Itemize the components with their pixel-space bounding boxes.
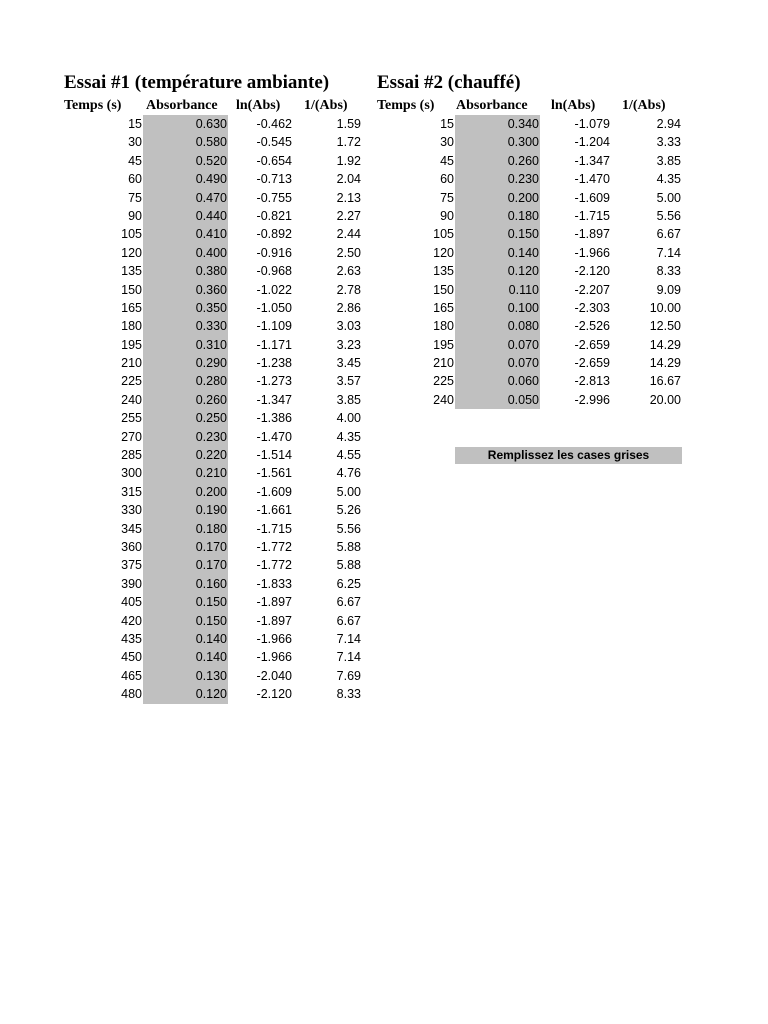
absorbance-cell[interactable]: 0.300: [507, 135, 539, 150]
ln-abs-cell: -2.303: [574, 300, 610, 315]
absorbance-cell[interactable]: 0.310: [195, 337, 227, 352]
absorbance-cell[interactable]: 0.150: [195, 613, 227, 628]
inverse-abs-cell: 7.14: [336, 631, 361, 646]
absorbance-cell[interactable]: 0.410: [195, 227, 227, 242]
inverse-abs-cell: 2.63: [336, 264, 361, 279]
absorbance-cell[interactable]: 0.220: [195, 448, 227, 463]
inverse-abs-cell: 6.67: [656, 227, 681, 242]
ln-abs-cell: -0.755: [256, 190, 292, 205]
absorbance-cell[interactable]: 0.070: [507, 356, 539, 371]
time-cell: 210: [121, 356, 142, 371]
ln-abs-cell: -1.772: [256, 539, 292, 554]
inverse-abs-cell: 5.88: [336, 539, 361, 554]
inverse-abs-cell: 16.67: [649, 374, 681, 389]
ln-abs-cell: -1.273: [256, 374, 292, 389]
inverse-abs-cell: 2.13: [336, 190, 361, 205]
ln-abs-cell: -2.996: [574, 392, 610, 407]
time-cell: 165: [121, 300, 142, 315]
absorbance-cell[interactable]: 0.440: [195, 208, 227, 223]
trial-2-header-absorbance: Absorbance: [456, 98, 528, 113]
inverse-abs-cell: 1.72: [336, 135, 361, 150]
inverse-abs-cell: 10.00: [649, 300, 681, 315]
trial-1-header-inverse: 1/(Abs): [304, 98, 348, 113]
inverse-abs-cell: 3.23: [336, 337, 361, 352]
absorbance-cell[interactable]: 0.380: [195, 264, 227, 279]
time-cell: 405: [121, 595, 142, 610]
absorbance-cell[interactable]: 0.580: [195, 135, 227, 150]
time-cell: 225: [433, 374, 454, 389]
trial-2-title: Essai #2 (chauffé): [377, 72, 521, 93]
inverse-abs-cell: 3.33: [656, 135, 681, 150]
inverse-abs-cell: 4.55: [336, 448, 361, 463]
inverse-abs-cell: 5.88: [336, 558, 361, 573]
inverse-abs-cell: 5.26: [336, 503, 361, 518]
inverse-abs-cell: 7.69: [336, 668, 361, 683]
inverse-abs-cell: 4.35: [656, 172, 681, 187]
ln-abs-cell: -2.813: [574, 374, 610, 389]
time-cell: 150: [121, 282, 142, 297]
time-cell: 480: [121, 687, 142, 702]
ln-abs-cell: -0.713: [256, 172, 292, 187]
absorbance-cell[interactable]: 0.200: [507, 190, 539, 205]
ln-abs-cell: -0.462: [256, 117, 292, 131]
inverse-abs-cell: 2.44: [336, 227, 361, 242]
time-cell: 105: [121, 227, 142, 242]
inverse-abs-cell: 20.00: [649, 392, 681, 407]
ln-abs-cell: -2.207: [574, 282, 610, 297]
absorbance-cell[interactable]: 0.360: [195, 282, 227, 297]
time-cell: 225: [121, 374, 142, 389]
absorbance-cell[interactable]: 0.520: [195, 153, 227, 168]
time-cell: 270: [121, 429, 142, 444]
absorbance-cell[interactable]: 0.340: [507, 117, 539, 131]
absorbance-cell[interactable]: 0.160: [195, 576, 227, 591]
time-cell: 60: [128, 172, 142, 187]
absorbance-cell[interactable]: 0.150: [507, 227, 539, 242]
inverse-abs-cell: 4.76: [336, 466, 361, 481]
ln-abs-cell: -2.120: [574, 264, 610, 279]
time-cell: 390: [121, 576, 142, 591]
inverse-abs-cell: 7.14: [656, 245, 681, 260]
inverse-abs-cell: 3.85: [656, 153, 681, 168]
time-cell: 30: [128, 135, 142, 150]
absorbance-cell[interactable]: 0.330: [195, 319, 227, 334]
absorbance-cell[interactable]: 0.250: [195, 411, 227, 426]
trial-1-header-time: Temps (s): [64, 98, 122, 113]
ln-abs-cell: -2.659: [574, 356, 610, 371]
time-cell: 360: [121, 539, 142, 554]
inverse-abs-cell: 3.57: [336, 374, 361, 389]
time-cell: 135: [433, 264, 454, 279]
inverse-abs-cell: 4.00: [336, 411, 361, 426]
ln-abs-cell: -2.120: [256, 687, 292, 702]
ln-abs-cell: -1.470: [256, 429, 292, 444]
absorbance-cell[interactable]: 0.070: [507, 337, 539, 352]
time-cell: 75: [128, 190, 142, 205]
inverse-abs-cell: 2.50: [336, 245, 361, 260]
absorbance-cell[interactable]: 0.080: [507, 319, 539, 334]
ln-abs-cell: -2.526: [574, 319, 610, 334]
time-cell: 210: [433, 356, 454, 371]
time-cell: 285: [121, 448, 142, 463]
ln-abs-cell: -1.050: [256, 300, 292, 315]
absorbance-cell[interactable]: 0.120: [195, 687, 227, 702]
ln-abs-cell: -1.897: [574, 227, 610, 242]
inverse-abs-cell: 14.29: [649, 356, 681, 371]
absorbance-cell[interactable]: 0.100: [507, 300, 539, 315]
ln-abs-cell: -1.386: [256, 411, 292, 426]
trial-1-title: Essai #1 (température ambiante): [64, 72, 330, 93]
time-cell: 315: [121, 484, 142, 499]
inverse-abs-cell: 2.27: [336, 208, 361, 223]
trial-1-header-absorbance: Absorbance: [146, 98, 218, 113]
time-cell: 75: [440, 190, 454, 205]
trial-1-header-ln: ln(Abs): [236, 98, 281, 113]
absorbance-cell[interactable]: 0.180: [507, 208, 539, 223]
ln-abs-cell: -1.347: [256, 392, 292, 407]
time-cell: 180: [433, 319, 454, 334]
absorbance-cell[interactable]: 0.140: [195, 631, 227, 646]
time-cell: 45: [440, 153, 454, 168]
ln-abs-cell: -1.609: [574, 190, 610, 205]
inverse-abs-cell: 2.86: [336, 300, 361, 315]
absorbance-cell[interactable]: 0.630: [195, 117, 227, 131]
inverse-abs-cell: 5.00: [336, 484, 361, 499]
time-cell: 420: [121, 613, 142, 628]
absorbance-cell[interactable]: 0.060: [507, 374, 539, 389]
absorbance-cell[interactable]: 0.130: [195, 668, 227, 683]
time-cell: 435: [121, 631, 142, 646]
absorbance-cell[interactable]: 0.170: [195, 558, 227, 573]
time-cell: 255: [121, 411, 142, 426]
time-cell: 15: [440, 117, 454, 131]
absorbance-cell[interactable]: 0.260: [507, 153, 539, 168]
ln-abs-cell: -1.109: [256, 319, 292, 334]
absorbance-cell[interactable]: 0.150: [195, 595, 227, 610]
ln-abs-cell: -1.897: [256, 613, 292, 628]
inverse-abs-cell: 3.03: [336, 319, 361, 334]
absorbance-cell[interactable]: 0.400: [195, 245, 227, 260]
ln-abs-cell: -1.514: [256, 448, 292, 463]
time-cell: 105: [433, 227, 454, 242]
time-cell: 345: [121, 521, 142, 536]
time-cell: 90: [128, 208, 142, 223]
time-cell: 135: [121, 264, 142, 279]
inverse-abs-cell: 3.85: [336, 392, 361, 407]
ln-abs-cell: -1.833: [256, 576, 292, 591]
ln-abs-cell: -1.772: [256, 558, 292, 573]
ln-abs-cell: -1.966: [574, 245, 610, 260]
time-cell: 45: [128, 153, 142, 168]
ln-abs-cell: -1.966: [256, 631, 292, 646]
ln-abs-cell: -0.545: [256, 135, 292, 150]
inverse-abs-cell: 3.45: [336, 356, 361, 371]
time-cell: 240: [121, 392, 142, 407]
inverse-abs-cell: 7.14: [336, 650, 361, 665]
ln-abs-cell: -1.661: [256, 503, 292, 518]
inverse-abs-cell: 9.09: [656, 282, 681, 297]
ln-abs-cell: -1.022: [256, 282, 292, 297]
time-cell: 120: [433, 245, 454, 260]
inverse-abs-cell: 6.25: [336, 576, 361, 591]
time-cell: 180: [121, 319, 142, 334]
ln-abs-cell: -0.916: [256, 245, 292, 260]
absorbance-cell[interactable]: 0.190: [195, 503, 227, 518]
time-cell: 300: [121, 466, 142, 481]
inverse-abs-cell: 14.29: [649, 337, 681, 352]
time-cell: 60: [440, 172, 454, 187]
time-cell: 165: [433, 300, 454, 315]
ln-abs-cell: -0.968: [256, 264, 292, 279]
trial-2-header-inverse: 1/(Abs): [622, 98, 666, 113]
ln-abs-cell: -1.238: [256, 356, 292, 371]
ln-abs-cell: -1.347: [574, 153, 610, 168]
inverse-abs-cell: 2.78: [336, 282, 361, 297]
absorbance-cell[interactable]: 0.350: [195, 300, 227, 315]
ln-abs-cell: -1.204: [574, 135, 610, 150]
time-cell: 450: [121, 650, 142, 665]
inverse-abs-cell: 4.35: [336, 429, 361, 444]
absorbance-cell[interactable]: 0.490: [195, 172, 227, 187]
inverse-abs-cell: 2.94: [656, 117, 681, 131]
ln-abs-cell: -1.966: [256, 650, 292, 665]
ln-abs-cell: -2.659: [574, 337, 610, 352]
inverse-abs-cell: 1.59: [336, 117, 361, 131]
ln-abs-cell: -1.079: [574, 117, 610, 131]
absorbance-cell[interactable]: 0.470: [195, 190, 227, 205]
ln-abs-cell: -0.821: [256, 208, 292, 223]
time-cell: 120: [121, 245, 142, 260]
ln-abs-cell: -1.897: [256, 595, 292, 610]
absorbance-cell[interactable]: 0.290: [195, 356, 227, 371]
inverse-abs-cell: 6.67: [336, 595, 361, 610]
ln-abs-cell: -1.715: [574, 208, 610, 223]
ln-abs-cell: -0.654: [256, 153, 292, 168]
absorbance-cell[interactable]: 0.110: [508, 282, 539, 297]
ln-abs-cell: -2.040: [256, 668, 292, 683]
time-cell: 150: [433, 282, 454, 297]
absorbance-cell[interactable]: 0.230: [195, 429, 227, 444]
absorbance-cell[interactable]: 0.200: [195, 484, 227, 499]
absorbance-cell[interactable]: 0.140: [507, 245, 539, 260]
absorbance-cell[interactable]: 0.260: [195, 392, 227, 407]
ln-abs-cell: -0.892: [256, 227, 292, 242]
time-cell: 465: [121, 668, 142, 683]
inverse-abs-cell: 5.00: [656, 190, 681, 205]
time-cell: 240: [433, 392, 454, 407]
absorbance-cell[interactable]: 0.180: [195, 521, 227, 536]
ln-abs-cell: -1.715: [256, 521, 292, 536]
inverse-abs-cell: 5.56: [656, 208, 681, 223]
inverse-abs-cell: 6.67: [336, 613, 361, 628]
ln-abs-cell: -1.561: [256, 466, 292, 481]
absorbance-cell[interactable]: 0.120: [507, 264, 539, 279]
inverse-abs-cell: 2.04: [336, 172, 361, 187]
time-cell: 195: [121, 337, 142, 352]
absorbance-cell[interactable]: 0.280: [195, 374, 227, 389]
trial-2-header-ln: ln(Abs): [551, 98, 596, 113]
time-cell: 90: [440, 208, 454, 223]
inverse-abs-cell: 8.33: [656, 264, 681, 279]
inverse-abs-cell: 1.92: [336, 153, 361, 168]
absorbance-cell[interactable]: 0.170: [195, 539, 227, 554]
time-cell: 375: [121, 558, 142, 573]
ln-abs-cell: -1.609: [256, 484, 292, 499]
absorbance-cell[interactable]: 0.140: [195, 650, 227, 665]
trial-2-header-time: Temps (s): [377, 98, 435, 113]
time-cell: 30: [440, 135, 454, 150]
absorbance-cell[interactable]: 0.230: [507, 172, 539, 187]
inverse-abs-cell: 5.56: [336, 521, 361, 536]
inverse-abs-cell: 12.50: [649, 319, 681, 334]
time-cell: 330: [121, 503, 142, 518]
time-cell: 195: [433, 337, 454, 352]
instruction-note: Remplissez les cases grises: [455, 447, 682, 464]
time-cell: 15: [128, 117, 142, 131]
ln-abs-cell: -1.470: [574, 172, 610, 187]
ln-abs-cell: -1.171: [256, 337, 292, 352]
absorbance-cell[interactable]: 0.210: [195, 466, 227, 481]
inverse-abs-cell: 8.33: [336, 687, 361, 702]
absorbance-cell[interactable]: 0.050: [507, 392, 539, 407]
